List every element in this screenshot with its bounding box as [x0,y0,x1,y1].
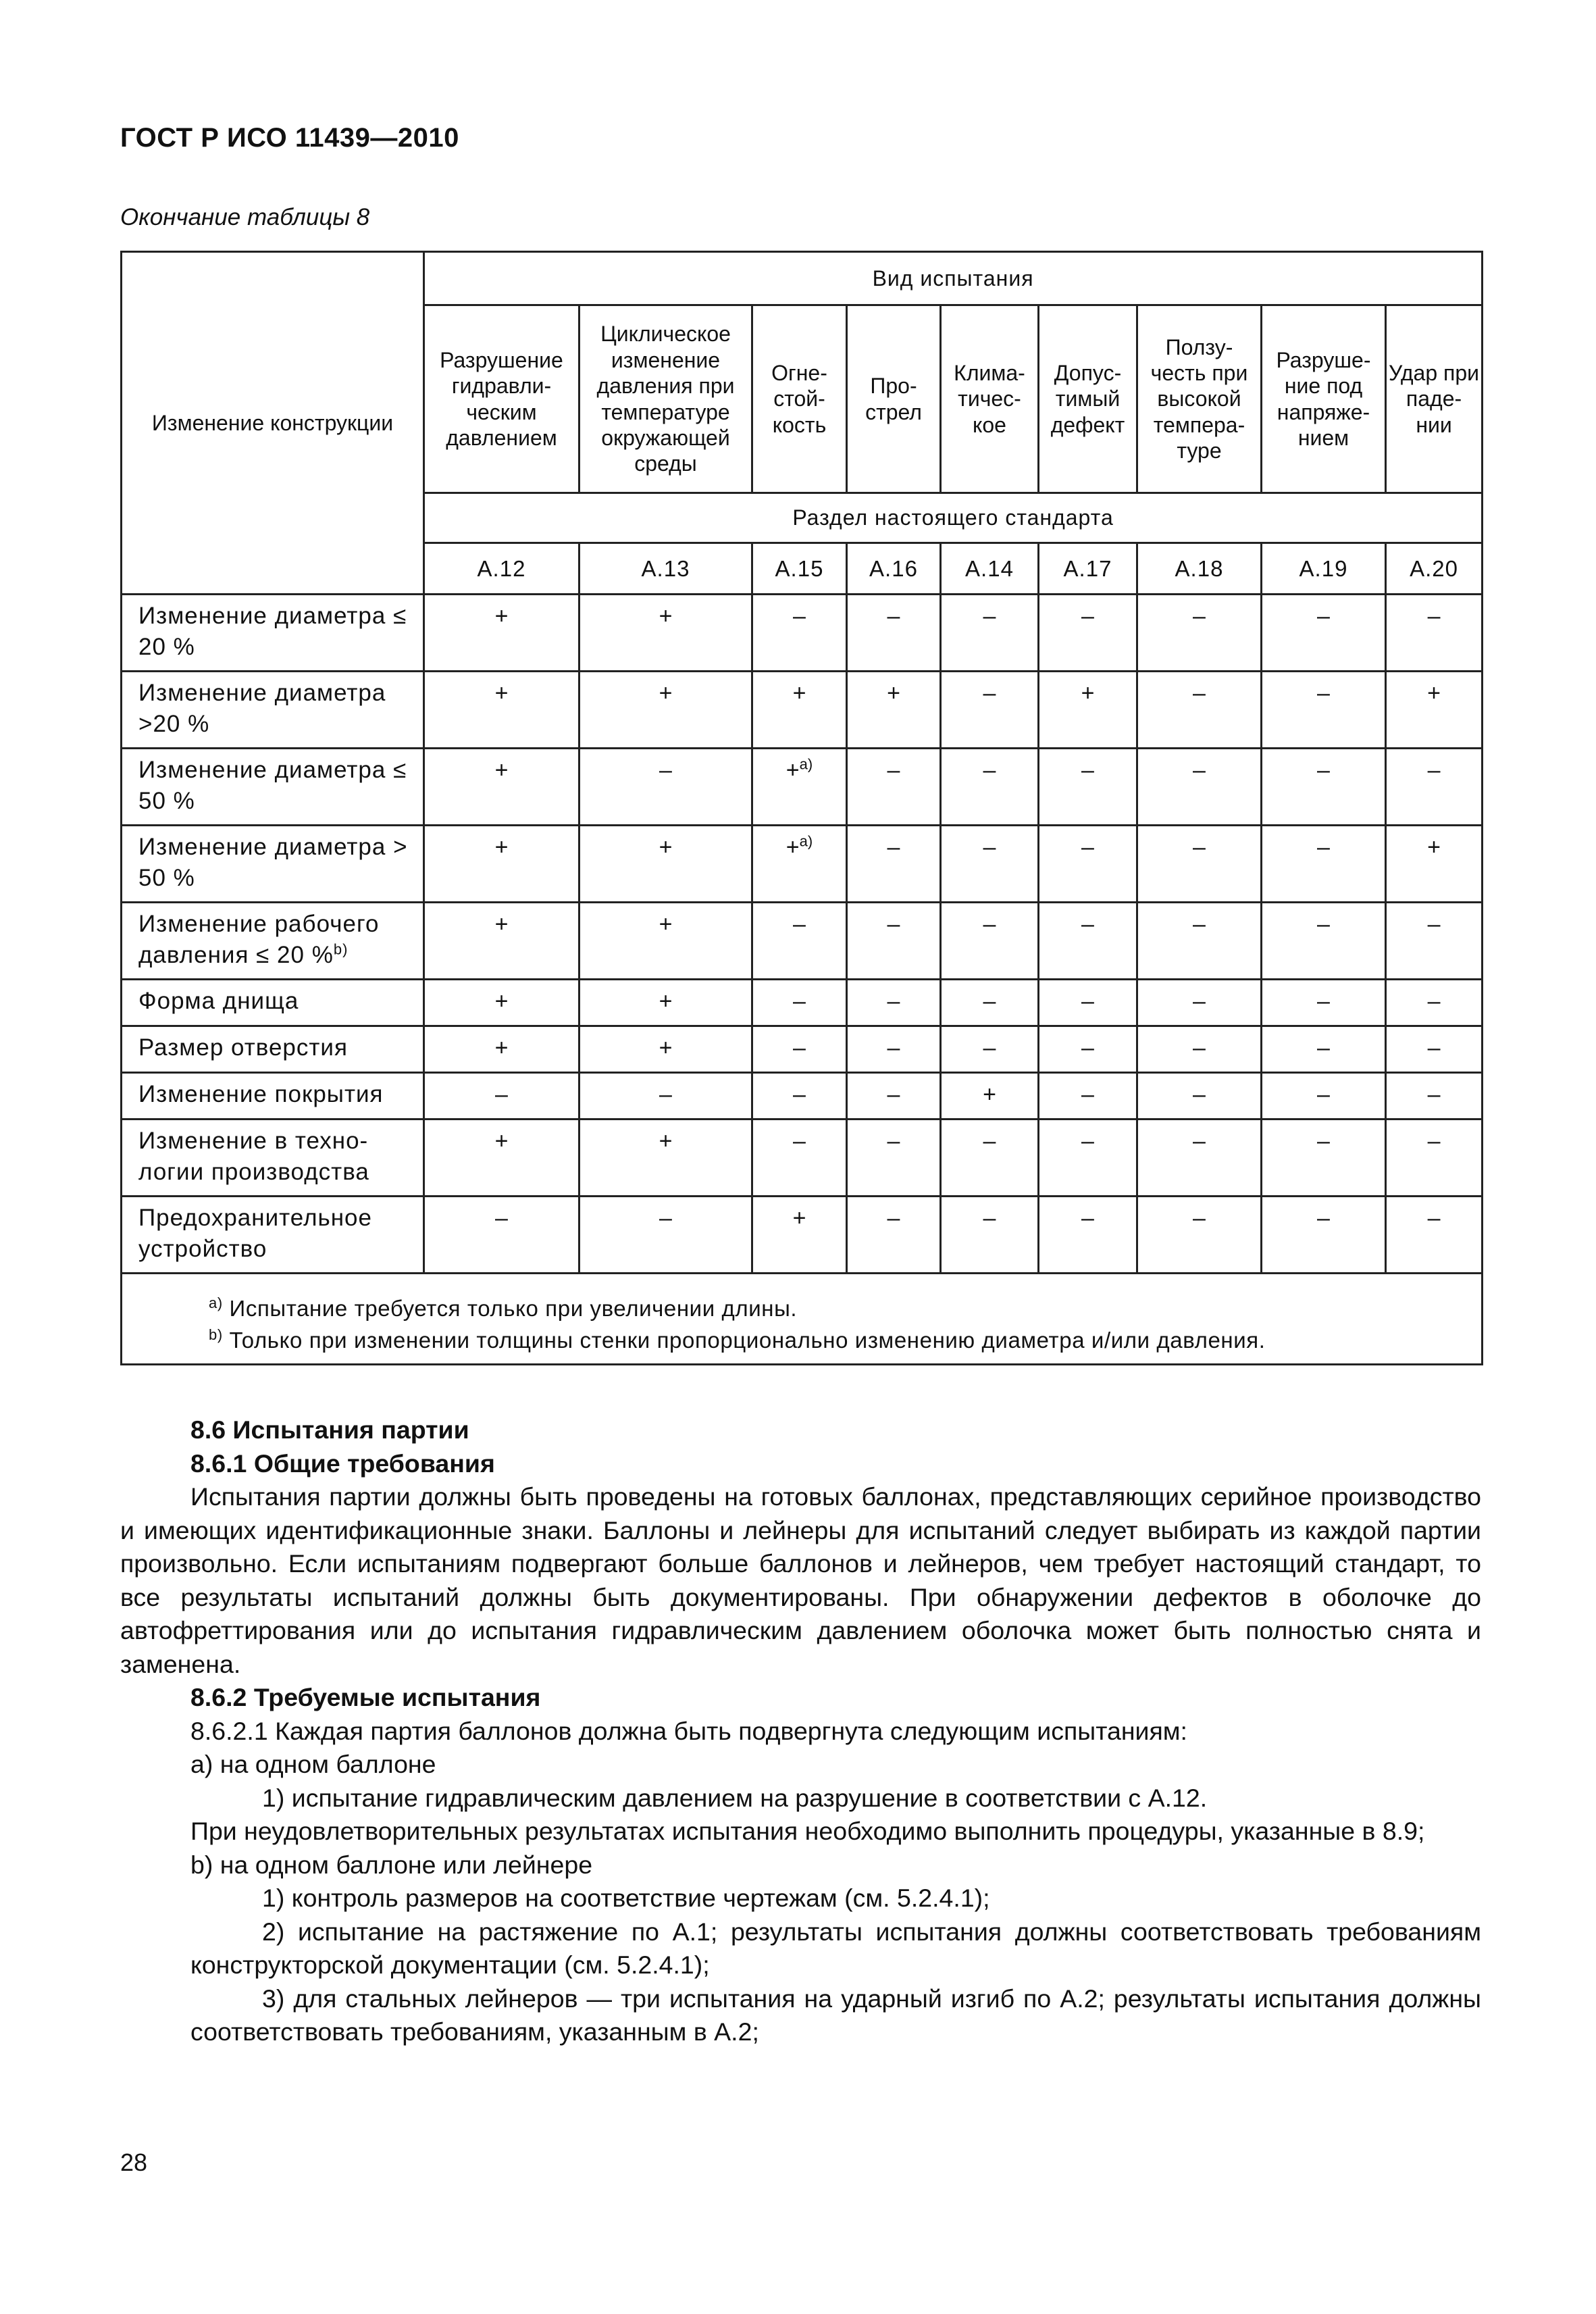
table-cell: – [847,903,941,980]
table-row [122,903,1483,980]
table-cell: + [424,749,580,826]
column-name: Допус- тимый дефект [1050,360,1125,437]
table-cell: + [1386,826,1483,903]
paragraph: 8.6.2.1 Каждая партия баллонов должна быть подвергнута следующим испытаниям: [190,1716,1187,1745]
table-cell: – [1386,1120,1483,1197]
footnote-mark: а) [209,1294,223,1311]
table-cell: – [1262,1073,1386,1120]
table-cell: + [847,672,941,749]
table-cell: – [752,980,847,1026]
table-cell: + [424,826,580,903]
row-label: Изменение диаметра > 50 % [122,826,424,903]
table-row [122,749,1483,826]
table-cell: – [424,1197,580,1274]
row-label: Форма днища [122,980,424,1026]
table-cell: – [941,595,1039,672]
table-cell: + [580,826,752,903]
table-cell: + [424,1026,580,1073]
table-cell: – [580,1073,752,1120]
table-cell: – [941,1026,1039,1073]
table-row [122,826,1483,903]
test-type-label: Вид испытания [872,266,1034,291]
table-cell: + [580,595,752,672]
table-cell: – [1386,1026,1483,1073]
column-name: Клима- тичес- кое [954,360,1025,437]
row-label: Изменение в техно- логии производства [122,1120,424,1197]
table-cell: – [1137,1120,1262,1197]
table-cell: – [941,1120,1039,1197]
list-item: b) на одном баллоне или лейнере [190,1850,593,1879]
table-cell: – [1262,672,1386,749]
table-cell: + [752,672,847,749]
footnote-mark: b) [209,1326,223,1343]
table-cell: – [941,749,1039,826]
table-row [122,980,1483,1026]
table-cell: + [424,1120,580,1197]
table-cell: + [424,672,580,749]
column-name: Огне- стой- кость [771,360,827,437]
table-cell: – [752,1120,847,1197]
table-row [122,1073,1483,1120]
column-header [941,305,1039,493]
table-cell: – [847,980,941,1026]
table-cell: + [580,1026,752,1073]
table-cell: – [1386,749,1483,826]
table-cell: – [1137,1073,1262,1120]
list-item: а) на одном баллоне [190,1750,436,1778]
cell-value: + [786,757,800,783]
table-cell: + [424,980,580,1026]
table-caption: Окончание таблицы 8 [120,204,370,230]
column-header [847,305,941,493]
section-ref: А.18 [1137,543,1262,595]
column-name: Циклическое изменение давления при температуре окружающей среды [596,322,735,476]
table-cell: – [1386,595,1483,672]
cell-value: + [786,834,800,860]
footnote-text: Испытание требуется только при увеличении длины. [229,1296,798,1321]
table-row [122,1197,1483,1274]
column-header [752,305,847,493]
table-cell: – [847,749,941,826]
table-cell: – [1039,903,1137,980]
row-header-cell [122,252,424,595]
column-header [1039,305,1137,493]
table-cell: – [1386,903,1483,980]
table-cell: + [1386,672,1483,749]
row-label: Изменение покрытия [122,1073,424,1120]
column-name: Ползу- честь при высокой темпера- туре [1150,334,1248,463]
table-cell: – [1039,749,1137,826]
table-cell: + [580,672,752,749]
table-cell: – [1262,903,1386,980]
table-cell: – [1137,826,1262,903]
document-code: ГОСТ Р ИСО 11439—2010 [120,123,459,153]
table-cell: – [580,1197,752,1274]
table-cell: + [424,903,580,980]
table-cell: – [1262,826,1386,903]
table-cell: – [1039,1073,1137,1120]
test-type-header [424,252,1483,305]
footnote-mark: а) [799,832,813,850]
table-cell: – [1386,1197,1483,1274]
row-label [122,903,424,980]
subsection-heading: 8.6.2 Требуемые испытания [190,1683,541,1711]
row-label: Изменение диаметра >20 % [122,672,424,749]
table-row [122,595,1483,672]
column-name: Разрушение гидравли- ческим давлением [440,347,563,450]
table-cell: – [847,1197,941,1274]
table-cell: – [1039,1197,1137,1274]
table-cell: – [752,903,847,980]
table-row [122,1026,1483,1073]
table-cell: + [580,903,752,980]
table-cell: – [847,826,941,903]
list-item: 3) для стальных лейнеров — три испытания на ударный изгиб по А.2; результаты испытания должны соответствовать требованиям, указанным в А.2; [190,1984,1481,2046]
footnote-mark: b) [333,940,349,958]
table-cell: – [1262,595,1386,672]
section-ref: А.15 [752,543,847,595]
page-number: 28 [120,2148,148,2176]
table-cell: – [752,595,847,672]
column-name: Удар при паде- нии [1389,360,1480,437]
row-label: Размер отверстия [122,1026,424,1073]
table-cell: – [941,980,1039,1026]
section-ref: А.13 [580,543,752,595]
table-cell: – [424,1073,580,1120]
table-cell: – [847,595,941,672]
table-cell: – [1137,980,1262,1026]
column-header [1137,305,1262,493]
footnotes-row [122,1274,1483,1365]
subsection-heading: 8.6.1 Общие требования [190,1449,495,1478]
table-cell: – [941,826,1039,903]
table-cell: – [1262,749,1386,826]
paragraph: При неудовлетворительных результатах испытания необходимо выполнить процедуры, указанные в 8.9; [190,1817,1425,1845]
section-ref: А.12 [424,543,580,595]
row-label: Предохранительное устройство [122,1197,424,1274]
section-ref: А.20 [1386,543,1483,595]
table-row [122,1120,1483,1197]
list-item: 1) испытание гидравлическим давлением на разрушение в соответствии с А.12. [262,1783,1208,1812]
section-ref: А.19 [1262,543,1386,595]
table-cell: – [752,1073,847,1120]
table-cell: – [752,1026,847,1073]
body-text [120,1413,1481,2049]
table-cell: – [847,1120,941,1197]
table-cell: + [752,1197,847,1274]
table-cell: – [1262,980,1386,1026]
column-name: Разруше- ние под напряже- нием [1276,347,1371,450]
table-cell: – [1137,672,1262,749]
paragraph: Испытания партии должны быть проведены на готовых баллонах, представляющих серийное производство и имеющих идентификационные знаки. Баллоны и лейнеры для испытаний следует выбирать из каждой партии произвольно. Если испытаниям подвергают больше баллонов и лейнеров, чем требует настоящий стандарт, то все результаты испытаний должны быть документированы. При обнаружении дефектов в оболочке до автофреттирования или до испытания гидравлическим давлением оболочка может быть полностью снята и заменена. [120,1482,1481,1678]
table-cell: – [847,1026,941,1073]
row-label: Изменение диаметра ≤ 50 % [122,749,424,826]
table-cell: – [1039,980,1137,1026]
footnote-b [209,1325,1481,1357]
table-cell: – [580,749,752,826]
table-cell: – [1386,980,1483,1026]
table-cell: – [1137,1197,1262,1274]
table-cell: – [1039,1026,1137,1073]
table-cell: + [580,1120,752,1197]
row-label-text: Изменение рабочего давления ≤ 20 % [138,911,380,969]
column-header [1262,305,1386,493]
section-label: Раздел настоящего стандарта [792,505,1114,530]
footnotes-cell [122,1274,1483,1365]
column-header [1386,305,1483,493]
footnote-a [209,1293,1481,1325]
table-cell: + [424,595,580,672]
table-cell: – [1137,1026,1262,1073]
section-header [424,493,1483,543]
table-cell: + [941,1073,1039,1120]
table-cell: – [1262,1026,1386,1073]
footnote-mark: а) [799,755,813,773]
table-cell [752,826,847,903]
construction-change-table [120,251,1483,1365]
table-cell: – [1039,1120,1137,1197]
column-header [580,305,752,493]
table-row [122,672,1483,749]
footnote-text: Только при изменении толщины стенки пропорционально изменению диаметра и/или давления. [229,1327,1266,1353]
section-heading: 8.6 Испытания партии [190,1415,469,1444]
row-header-label: Изменение конструкции [151,410,394,435]
row-label: Изменение диаметра ≤ 20 % [122,595,424,672]
table-cell: – [1262,1120,1386,1197]
table-cell: – [941,1197,1039,1274]
table-cell: – [1386,1073,1483,1120]
table-cell: – [1137,595,1262,672]
section-ref: А.16 [847,543,941,595]
section-ref: А.17 [1039,543,1137,595]
table-cell [752,749,847,826]
column-name: Про- стрел [865,374,922,424]
table-cell: – [1262,1197,1386,1274]
table-cell: – [1039,826,1137,903]
table-cell: – [941,903,1039,980]
list-item: 1) контроль размеров на соответствие чертежам (см. 5.2.4.1); [262,1884,990,1912]
column-header [424,305,580,493]
table-cell: – [1137,903,1262,980]
table-cell: + [1039,672,1137,749]
table-cell: – [941,672,1039,749]
table-cell: – [847,1073,941,1120]
table-cell: – [1039,595,1137,672]
section-ref: А.14 [941,543,1039,595]
list-item: 2) испытание на растяжение по А.1; результаты испытания должны соответствовать требованиям конструкторской документации (см. 5.2.4.1); [190,1917,1481,1979]
table-cell: + [580,980,752,1026]
table-cell: – [1137,749,1262,826]
